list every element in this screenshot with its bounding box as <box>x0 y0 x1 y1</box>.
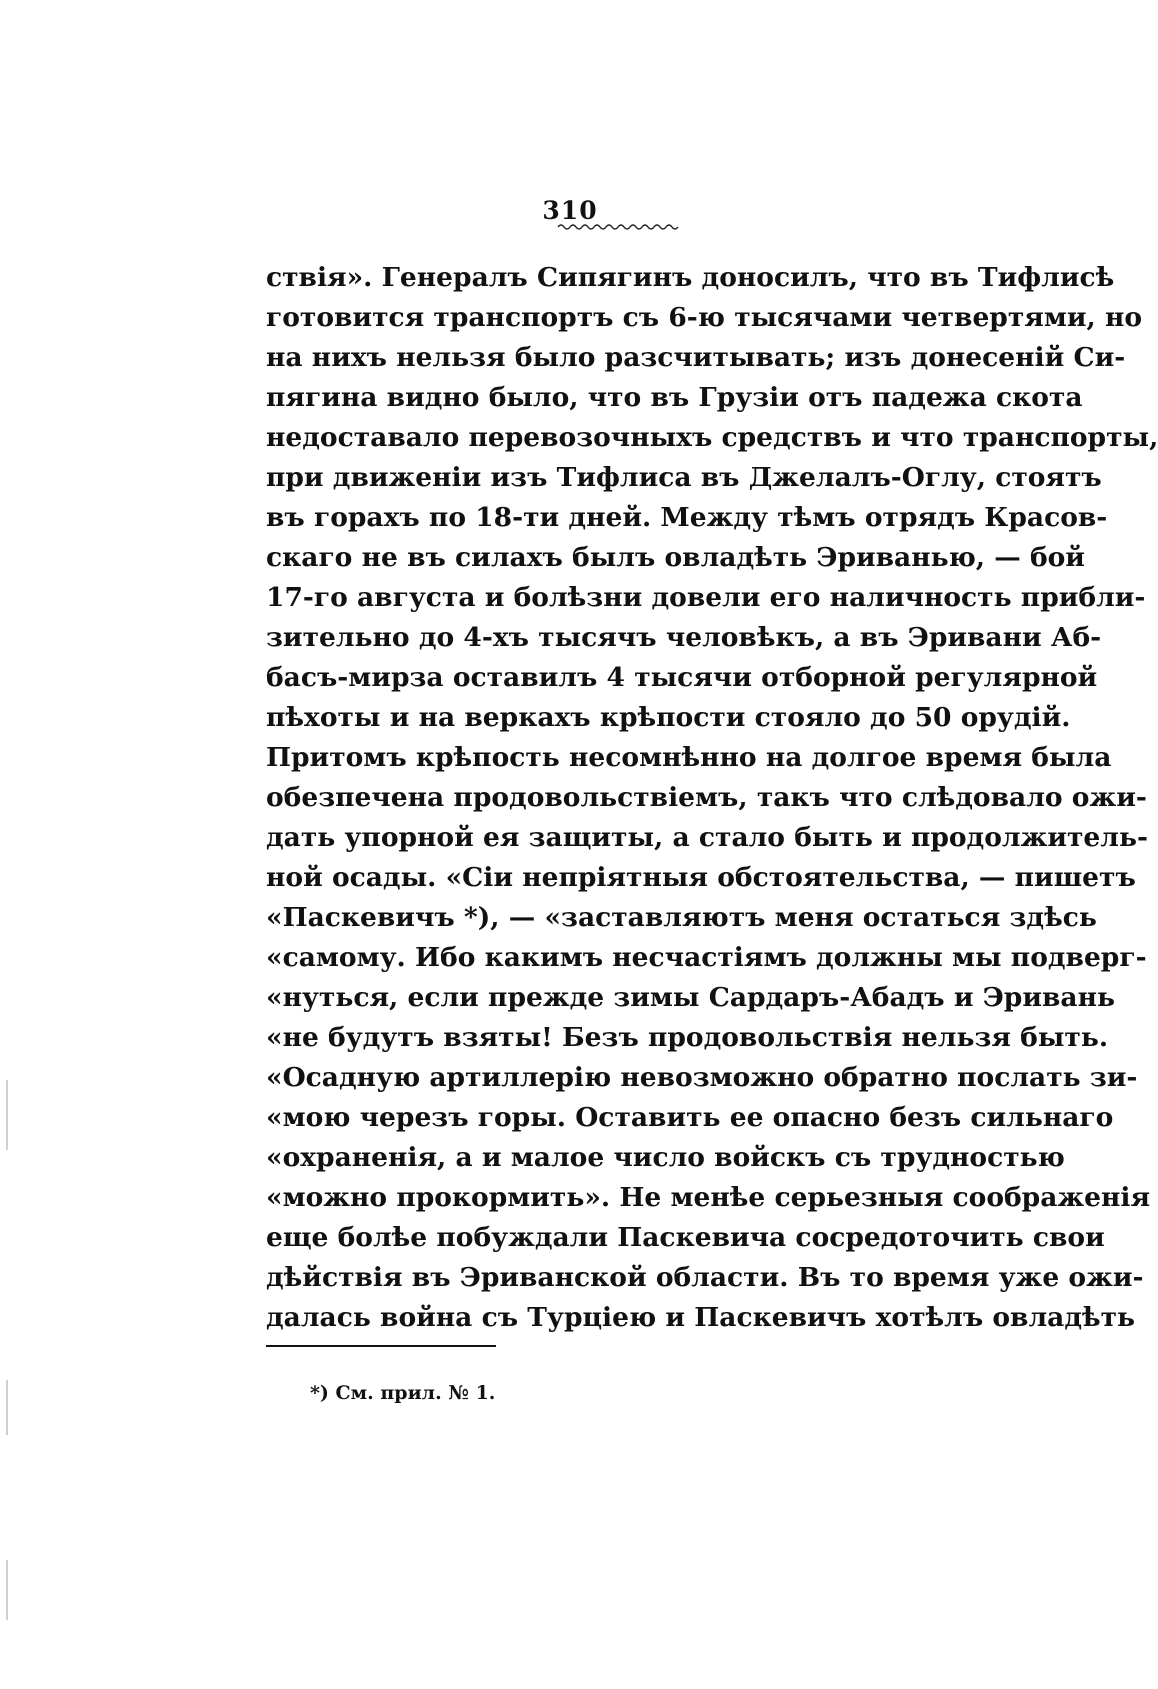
text-line: въ горахъ по 18-ти дней. Между тѣмъ отрядъ Красов- <box>266 502 1108 533</box>
text-line: «самому. Ибо какимъ несчастіямъ должны мы подверг- <box>266 942 1147 973</box>
text-line: «Паскевичъ *), — «заставляютъ меня остаться здѣсь <box>266 902 1097 933</box>
text-line: при движеніи изъ Тифлиса въ Джелалъ-Оглу, стоятъ <box>266 462 1102 493</box>
text-line: дать упорной ея защиты, а стало быть и продолжитель- <box>266 822 1148 853</box>
text-line: пягина видно было, что въ Грузіи отъ падежа скота <box>266 382 1083 413</box>
scan-margin-mark <box>6 1560 8 1620</box>
scan-margin-mark <box>6 1080 8 1150</box>
text-line: пѣхоты и на веркахъ крѣпости стояло до 50 орудій. <box>266 702 1071 733</box>
text-line: скаго не въ силахъ былъ овладѣть Эриванью, — бой <box>266 542 1085 573</box>
text-line: «охраненія, а и малое число войскъ съ трудностью <box>266 1142 1065 1173</box>
text-line: басъ-мирза оставилъ 4 тысячи отборной регулярной <box>266 662 1098 693</box>
text-line: далась война съ Турціею и Паскевичъ хотѣлъ овладѣть <box>266 1302 1136 1333</box>
text-line: «не будутъ взяты! Безъ продовольствія нельзя быть. <box>266 1022 1109 1053</box>
page-number-ornament <box>558 222 678 232</box>
page-number: 310 <box>542 196 598 225</box>
body-text <box>266 258 1158 1338</box>
text-line: обезпечена продовольствіемъ, такъ что слѣдовало ожи- <box>266 782 1147 813</box>
text-line: Притомъ крѣпость несомнѣнно на долгое время была <box>266 742 1112 773</box>
text-line: «нуться, если прежде зимы Сардаръ-Абадъ и Эривань <box>266 982 1115 1013</box>
text-line: «можно прокормить». Не менѣе серьезныя соображенія <box>266 1182 1151 1213</box>
text-line: «Осадную артиллерію невозможно обратно послать зи- <box>266 1062 1138 1093</box>
text-line: на нихъ нельзя было разсчитывать; изъ донесеній Си- <box>266 342 1126 373</box>
text-line: ной осады. «Сіи непріятныя обстоятельства, — пишетъ <box>266 862 1136 893</box>
footnote-divider <box>266 1345 496 1347</box>
text-line: ствія». Генералъ Сипягинъ доносилъ, что въ Тифлисѣ <box>266 262 1115 293</box>
text-line: еще болѣе побуждали Паскевича сосредоточить свои <box>266 1222 1105 1253</box>
text-line: 17-го августа и болѣзни довели его наличность прибли- <box>266 582 1146 613</box>
text-line: зительно до 4-хъ тысячъ человѣкъ, а въ Эривани Аб- <box>266 622 1102 653</box>
text-line: «мою черезъ горы. Оставить ее опасно безъ сильнаго <box>266 1102 1114 1133</box>
scan-margin-mark <box>6 1380 8 1435</box>
footnote: *) См. прил. № 1. <box>310 1382 496 1404</box>
text-line: дѣйствія въ Эриванской области. Въ то время уже ожи- <box>266 1262 1144 1293</box>
text-line: готовится транспортъ съ 6-ю тысячами четвертями, но <box>266 302 1143 333</box>
text-line: недоставало перевозочныхъ средствъ и что транспорты, <box>266 422 1158 453</box>
